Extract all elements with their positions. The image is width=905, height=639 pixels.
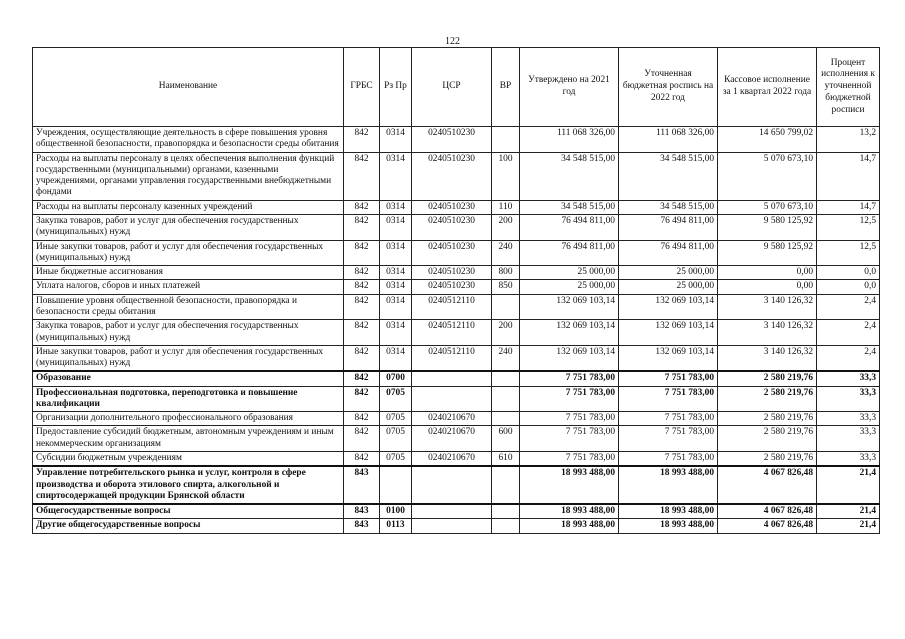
table-row [33,127,880,153]
cell-refined: 111 068 326,00 [619,127,718,153]
table-row [33,280,880,294]
header-rzpr: Рз Пр [380,48,412,127]
cell-csr: 0240210670 [412,426,492,452]
cell-rzpr [380,466,412,504]
cell-approved: 132 069 103,14 [520,294,619,320]
cell-name: Учреждения, осуществляющие деятельность в сфере повышения уровня общественной безопасности, правопорядка и безопасности среды обитания [33,127,344,153]
cell-percent: 33,3 [817,452,880,467]
cell-percent: 14,7 [817,152,880,200]
table-row [33,214,880,240]
cell-approved: 7 751 783,00 [520,452,619,467]
cell-approved: 25 000,00 [520,266,619,280]
cell-cash: 5 070 673,10 [718,200,817,214]
cell-grbs: 843 [344,519,380,533]
cell-cash: 0,00 [718,266,817,280]
cell-vr [492,127,520,153]
cell-grbs: 842 [344,412,380,426]
cell-csr: 0240210670 [412,412,492,426]
header-name: Наименование [33,48,344,127]
cell-rzpr: 0100 [380,504,412,519]
header-vr: ВР [492,48,520,127]
cell-rzpr: 0314 [380,240,412,266]
table-row [33,152,880,200]
cell-csr: 0240510230 [412,280,492,294]
cell-grbs: 842 [344,266,380,280]
cell-refined: 25 000,00 [619,266,718,280]
cell-cash: 2 580 219,76 [718,371,817,386]
table-row [33,412,880,426]
header-row [33,48,880,127]
cell-approved: 18 993 488,00 [520,504,619,519]
header-csr: ЦСР [412,48,492,127]
cell-cash: 9 580 125,92 [718,240,817,266]
cell-vr: 600 [492,426,520,452]
cell-percent: 21,4 [817,519,880,533]
cell-cash: 14 650 799,02 [718,127,817,153]
cell-percent: 33,3 [817,371,880,386]
budget-table [32,47,880,534]
cell-refined: 132 069 103,14 [619,345,718,371]
cell-refined: 34 548 515,00 [619,200,718,214]
cell-grbs: 842 [344,452,380,467]
cell-cash: 4 067 826,48 [718,504,817,519]
cell-approved: 111 068 326,00 [520,127,619,153]
cell-name: Профессиональная подготовка, переподготовка и повышение квалификации [33,386,344,412]
cell-grbs: 842 [344,386,380,412]
table-row [33,345,880,371]
cell-vr [492,466,520,504]
cell-csr: 0240510230 [412,127,492,153]
cell-percent: 2,4 [817,345,880,371]
cell-approved: 34 548 515,00 [520,152,619,200]
cell-rzpr: 0705 [380,412,412,426]
cell-vr: 240 [492,345,520,371]
cell-grbs: 842 [344,214,380,240]
cell-approved: 34 548 515,00 [520,200,619,214]
cell-cash: 2 580 219,76 [718,452,817,467]
cell-rzpr: 0314 [380,280,412,294]
cell-csr: 0240510230 [412,200,492,214]
cell-name: Повышение уровня общественной безопасности, правопорядка и безопасности среды обитания [33,294,344,320]
cell-vr [492,386,520,412]
header-approved: Утверждено на 2021 год [520,48,619,127]
cell-csr: 0240512110 [412,294,492,320]
cell-csr: 0240510230 [412,152,492,200]
cell-grbs: 842 [344,127,380,153]
cell-name: Управление потребительского рынка и услуг, контроля в сфере производства и оборота этилового спирта, алкогольной и спиртосодержащей продукции Брянской области [33,466,344,504]
cell-approved: 76 494 811,00 [520,240,619,266]
cell-csr: 0240510230 [412,266,492,280]
cell-refined: 7 751 783,00 [619,426,718,452]
cell-name: Расходы на выплаты персоналу в целях обеспечения выполнения функций государственными (муниципальными) органами, казенными учреждениями, органами управления государственными внебюджетными фондами [33,152,344,200]
table-row [33,266,880,280]
cell-grbs: 842 [344,426,380,452]
page-number: 122 [445,36,460,47]
cell-cash: 2 580 219,76 [718,386,817,412]
cell-rzpr: 0705 [380,452,412,467]
cell-approved: 7 751 783,00 [520,412,619,426]
cell-csr: 0240512110 [412,345,492,371]
table-row [33,519,880,533]
cell-vr: 200 [492,320,520,346]
cell-refined: 7 751 783,00 [619,412,718,426]
table-row [33,386,880,412]
cell-percent: 21,4 [817,504,880,519]
cell-percent: 12,5 [817,214,880,240]
cell-rzpr: 0314 [380,200,412,214]
cell-rzpr: 0314 [380,266,412,280]
cell-cash: 3 140 126,32 [718,294,817,320]
cell-name: Уплата налогов, сборов и иных платежей [33,280,344,294]
cell-rzpr: 0700 [380,371,412,386]
cell-csr: 0240512110 [412,320,492,346]
cell-name: Субсидии бюджетным учреждениям [33,452,344,467]
cell-vr [492,371,520,386]
cell-refined: 7 751 783,00 [619,452,718,467]
cell-cash: 5 070 673,10 [718,152,817,200]
cell-name: Закупка товаров, работ и услуг для обеспечения государственных (муниципальных) нужд [33,320,344,346]
cell-percent: 12,5 [817,240,880,266]
cell-csr [412,371,492,386]
cell-grbs: 843 [344,504,380,519]
cell-vr: 200 [492,214,520,240]
cell-refined: 132 069 103,14 [619,320,718,346]
cell-grbs: 842 [344,294,380,320]
cell-rzpr: 0314 [380,152,412,200]
cell-rzpr: 0314 [380,214,412,240]
cell-csr [412,466,492,504]
cell-percent: 2,4 [817,294,880,320]
cell-approved: 7 751 783,00 [520,386,619,412]
cell-grbs: 842 [344,345,380,371]
cell-name: Другие общегосударственные вопросы [33,519,344,533]
cell-vr: 610 [492,452,520,467]
cell-csr [412,519,492,533]
header-refined: Уточненная бюджетная роспись на 2022 год [619,48,718,127]
cell-percent: 21,4 [817,466,880,504]
cell-cash: 2 580 219,76 [718,426,817,452]
cell-name: Образование [33,371,344,386]
cell-cash: 0,00 [718,280,817,294]
table-row [33,294,880,320]
cell-refined: 18 993 488,00 [619,519,718,533]
table-row [33,452,880,467]
cell-refined: 76 494 811,00 [619,214,718,240]
cell-vr: 240 [492,240,520,266]
cell-approved: 132 069 103,14 [520,345,619,371]
cell-vr [492,519,520,533]
cell-csr: 0240510230 [412,240,492,266]
cell-approved: 18 993 488,00 [520,466,619,504]
cell-approved: 7 751 783,00 [520,371,619,386]
cell-rzpr: 0314 [380,345,412,371]
cell-rzpr: 0314 [380,320,412,346]
cell-approved: 25 000,00 [520,280,619,294]
cell-vr: 110 [492,200,520,214]
cell-grbs: 842 [344,152,380,200]
cell-grbs: 842 [344,280,380,294]
cell-refined: 7 751 783,00 [619,386,718,412]
cell-percent: 14,7 [817,200,880,214]
cell-approved: 132 069 103,14 [520,320,619,346]
cell-name: Организации дополнительного профессионального образования [33,412,344,426]
cell-vr [492,412,520,426]
cell-vr [492,504,520,519]
cell-refined: 18 993 488,00 [619,466,718,504]
cell-name: Закупка товаров, работ и услуг для обеспечения государственных (муниципальных) нужд [33,214,344,240]
table-row [33,466,880,504]
cell-approved: 7 751 783,00 [520,426,619,452]
cell-grbs: 843 [344,466,380,504]
table-row [33,240,880,266]
cell-percent: 2,4 [817,320,880,346]
cell-approved: 18 993 488,00 [520,519,619,533]
cell-csr [412,504,492,519]
cell-name: Иные бюджетные ассигнования [33,266,344,280]
cell-cash: 4 067 826,48 [718,519,817,533]
cell-refined: 25 000,00 [619,280,718,294]
cell-csr [412,386,492,412]
table-row [33,320,880,346]
cell-rzpr: 0314 [380,294,412,320]
cell-vr: 850 [492,280,520,294]
cell-refined: 7 751 783,00 [619,371,718,386]
cell-refined: 18 993 488,00 [619,504,718,519]
cell-grbs: 842 [344,200,380,214]
cell-refined: 132 069 103,14 [619,294,718,320]
cell-csr: 0240510230 [412,214,492,240]
cell-refined: 34 548 515,00 [619,152,718,200]
cell-cash: 9 580 125,92 [718,214,817,240]
cell-approved: 76 494 811,00 [520,214,619,240]
header-cash: Кассовое исполнение за 1 квартал 2022 года [718,48,817,127]
cell-percent: 33,3 [817,412,880,426]
cell-percent: 33,3 [817,386,880,412]
cell-name: Общегосударственные вопросы [33,504,344,519]
table-row [33,426,880,452]
cell-rzpr: 0705 [380,386,412,412]
cell-vr: 800 [492,266,520,280]
header-grbs: ГРБС [344,48,380,127]
cell-vr [492,294,520,320]
cell-rzpr: 0705 [380,426,412,452]
cell-cash: 4 067 826,48 [718,466,817,504]
cell-name: Предоставление субсидий бюджетным, автономным учреждениям и иным некоммерческим организациям [33,426,344,452]
cell-cash: 3 140 126,32 [718,320,817,346]
cell-cash: 2 580 219,76 [718,412,817,426]
header-percent: Процент исполнения к уточненной бюджетной росписи [817,48,880,127]
cell-cash: 3 140 126,32 [718,345,817,371]
table-row [33,371,880,386]
table-row [33,504,880,519]
cell-percent: 33,3 [817,426,880,452]
cell-rzpr: 0314 [380,127,412,153]
cell-csr: 0240210670 [412,452,492,467]
table-row [33,200,880,214]
cell-vr: 100 [492,152,520,200]
cell-rzpr: 0113 [380,519,412,533]
cell-refined: 76 494 811,00 [619,240,718,266]
cell-name: Расходы на выплаты персоналу казенных учреждений [33,200,344,214]
cell-name: Иные закупки товаров, работ и услуг для обеспечения государственных (муниципальных) нужд [33,240,344,266]
cell-percent: 0,0 [817,280,880,294]
cell-percent: 13,2 [817,127,880,153]
cell-grbs: 842 [344,320,380,346]
cell-percent: 0,0 [817,266,880,280]
cell-grbs: 842 [344,240,380,266]
cell-name: Иные закупки товаров, работ и услуг для обеспечения государственных (муниципальных) нужд [33,345,344,371]
cell-grbs: 842 [344,371,380,386]
